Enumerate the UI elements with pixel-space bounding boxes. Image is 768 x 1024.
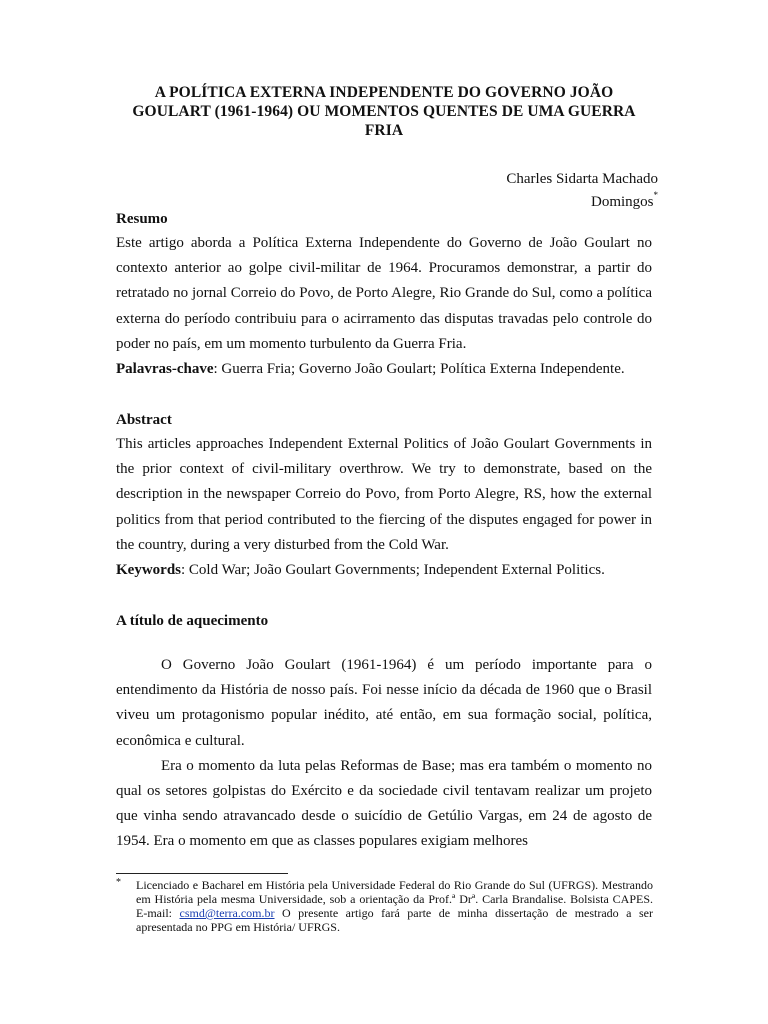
abstract-keywords-text: : Cold War; João Goulart Governments; Independent External Politics.: [181, 562, 605, 579]
footnote-text-before: Licenciado e Bacharel em História pela Universidade Federal do Rio Grande do Sul (UFRGS). Mestrando em História pela mesma Universidade, sob a orientação da Prof.ª Drª. Carla Brandalise. Bolsista CAPES. E-mail:: [136, 878, 653, 920]
author-name-line2-text: Domingos: [590, 194, 654, 210]
abstract-heading: Abstract: [116, 412, 172, 428]
abstract-keywords-label: Keywords: [116, 562, 181, 579]
footnote-body: [136, 878, 653, 934]
abstract-text: This articles approaches Independent External Politics of João Goulart Governments in the prior context of civil-military overthrow. We try to demonstrate, based on the description in the newspaper Correio do Povo, from Porto Alegre, RS, how the external politics from that period contributed to the fiercing of the disputes engaged for power in the country, during a very disturbed from the Cold War.: [116, 436, 652, 553]
resumo-keywords: [116, 357, 652, 382]
author-name-line1: Charles Sidarta Machado: [506, 171, 658, 187]
author-footnote-mark[interactable]: *: [653, 190, 658, 200]
footnote-mark: *: [116, 877, 121, 888]
footnote-email-link[interactable]: csmd@terra.com.br: [179, 906, 275, 920]
resumo-keywords-label: Palavras-chave: [116, 361, 214, 378]
section-aquecimento: [116, 611, 652, 855]
resumo-heading: Resumo: [116, 211, 168, 227]
author-name-line2: [506, 188, 658, 211]
resumo-text: Este artigo aborda a Política Externa Independente do Governo de João Goulart no contexto anterior ao golpe civil-militar de 1964. Procuramos demonstrar, a partir do retratado no jornal Correio do Povo, de Porto Alegre, Rio Grande do Sul, como a política externa do período contribuiu para o acirramento das disputas travadas pelo controle do poder no país, em um momento turbulento da Guerra Fria.: [116, 235, 652, 352]
section-paragraph-2: Era o momento da luta pelas Reformas de Base; mas era também o momento no qual os setores golpistas do Exército e da sociedade civil tentavam realizar um projeto que vinha sendo atravancado desde o suicídio de Getúlio Vargas, em 24 de agosto de 1954. Era o momento em que as classes populares exigiam melhores: [116, 757, 652, 850]
abstract-keywords: [116, 558, 652, 583]
resumo-section: [116, 209, 652, 382]
footnote-divider: [116, 873, 288, 874]
section-paragraph-1: O Governo João Goulart (1961-1964) é um período importante para o entendimento da História de nosso país. Foi nesse início da década de 1960 que o Brasil viveu um protagonismo popular inédito, até então, em sua formação social, política, econômica e cultural.: [116, 657, 652, 749]
footnote: [116, 878, 653, 934]
abstract-section: [116, 410, 652, 583]
resumo-keywords-text: : Guerra Fria; Governo João Goulart; Política Externa Independente.: [213, 361, 625, 378]
paper-title: A POLÍTICA EXTERNA INDEPENDENTE DO GOVERNO JOÃO GOULART (1961-1964) OU MOMENTOS QUENTES DE UMA GUERRA FRIA: [132, 84, 636, 139]
footnote-text-after: O presente artigo fará parte de minha dissertação de mestrado a ser apresentada no PPG em História/ UFRGS.: [136, 906, 653, 934]
section-heading: A título de aquecimento: [116, 613, 269, 629]
author-block: [506, 170, 658, 211]
